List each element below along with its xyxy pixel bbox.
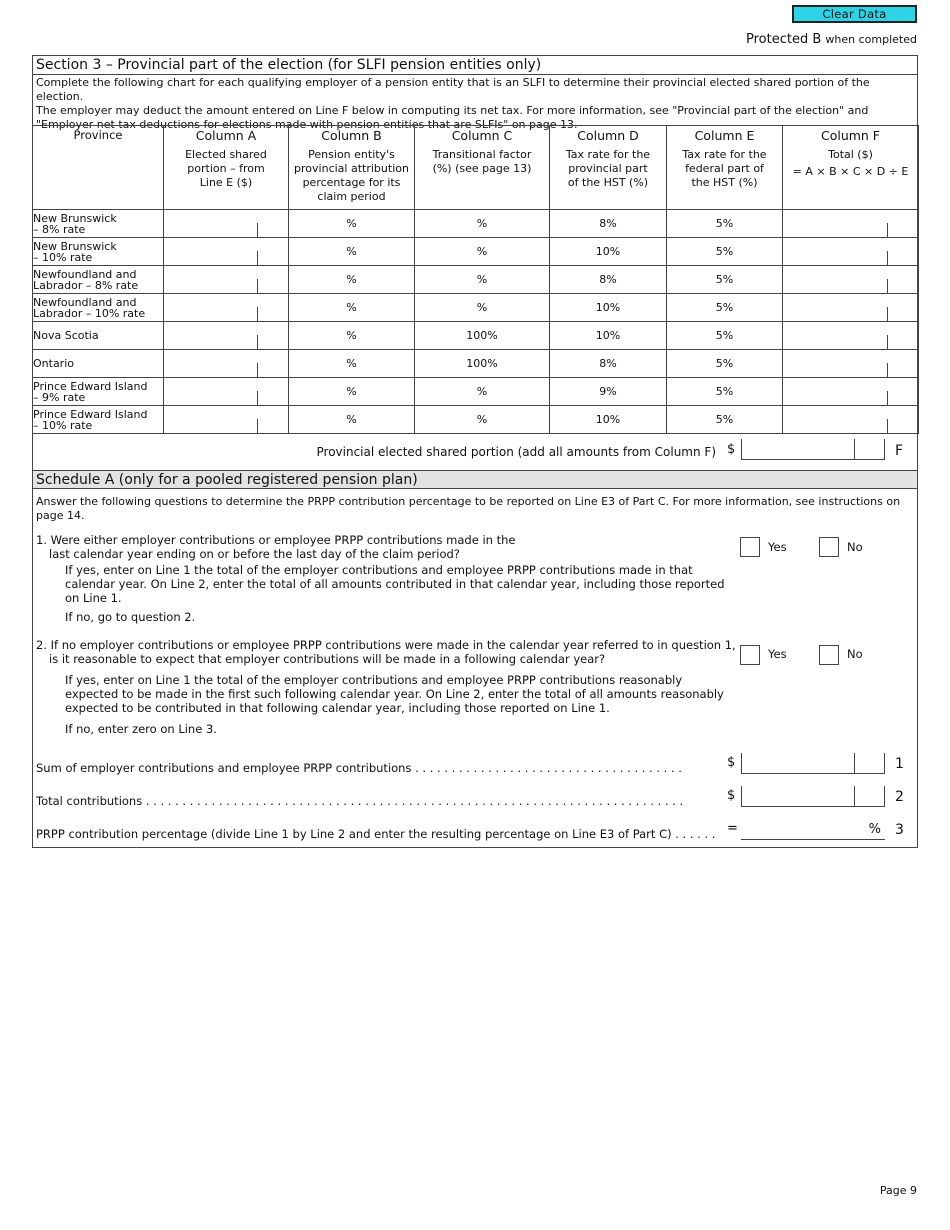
column-e-header: Column E Tax rate for the federal part of the HST (%) — [667, 126, 783, 210]
chart-row — [33, 350, 919, 378]
line-2-input[interactable] — [741, 787, 885, 807]
column-f-input[interactable] — [783, 238, 919, 266]
column-d-header: Column D Tax rate for the provincial part of the HST (%) — [550, 126, 667, 210]
line-1-input[interactable] — [741, 754, 885, 774]
q2-no-label: No — [847, 647, 863, 661]
column-c-value[interactable]: % — [415, 406, 550, 434]
column-b-input[interactable]: % — [289, 350, 415, 378]
column-b-input[interactable]: % — [289, 238, 415, 266]
column-b-input[interactable]: % — [289, 266, 415, 294]
column-c-value[interactable]: 100% — [415, 350, 550, 378]
column-d-value: 8% — [550, 350, 667, 378]
q1-yes-label: Yes — [768, 540, 787, 554]
province-name: Prince Edward Island – 9% rate — [33, 378, 164, 406]
column-c-value[interactable]: % — [415, 210, 550, 238]
chart-row — [33, 294, 919, 322]
chart-row — [33, 210, 919, 238]
column-c-value[interactable]: % — [415, 238, 550, 266]
q1-no-checkbox[interactable] — [819, 537, 839, 557]
column-e-value: 5% — [667, 350, 783, 378]
column-f-input[interactable] — [783, 322, 919, 350]
line-3-label: PRPP contribution percentage (divide Line 1 by Line 2 and enter the resulting percentage on Line E3 of Part C) . . . . . . — [36, 827, 716, 841]
column-e-value: 5% — [667, 238, 783, 266]
question-2-yes-instructions: If yes, enter on Line 1 the total of the employer contributions and employee PRPP contributions reasonably expected to be made in the first such following calendar year. On Line 2, enter the total of all amounts reasonably expected to be contributed in that following calendar year, including those reported on Line 1. — [65, 673, 724, 715]
province-name: Nova Scotia — [33, 322, 164, 350]
chart-row — [33, 266, 919, 294]
q2-yes-label: Yes — [768, 647, 787, 661]
column-f-input[interactable] — [783, 350, 919, 378]
question-2: 2. If no employer contributions or employee PRPP contributions were made in the calendar year referred to in question 1, is it reasonable to expect that employer contributions will be made in a following calendar year? — [36, 638, 736, 666]
question-1-no-instructions: If no, go to question 2. — [65, 610, 196, 624]
line-2-label: Total contributions . . . . . . . . . . . . . . . . . . . . . . . . . . . . . . . . . . . . . . . . . . . . . . . . . . . . . . . . . . . . . . . . . . . . . . . . . . — [36, 794, 684, 808]
column-a-input[interactable] — [164, 322, 289, 350]
line-1-number: 1 — [895, 756, 904, 772]
chart-row — [33, 406, 919, 434]
section-3-intro: Complete the following chart for each qualifying employer of a pension entity that is an SLFI to determine their provincial elected shared portion of the election. The employer may deduct the amount entered on Line F below in computing its net tax. For more information, see "Provincial part of the election" and "Employer net tax deductions for elections made with pension entities that are SLFIs" on page 13. — [36, 76, 870, 131]
column-b-input[interactable]: % — [289, 294, 415, 322]
column-f-input[interactable] — [783, 406, 919, 434]
column-f-header: Column F Total ($) = A × B × C × D ÷ E — [783, 126, 919, 210]
column-a-input[interactable] — [164, 210, 289, 238]
column-d-value: 8% — [550, 210, 667, 238]
page-number: Page 9 — [879, 1184, 917, 1197]
q1-yes-checkbox[interactable] — [740, 537, 760, 557]
column-a-header: Column A Elected shared portion – from Line E ($) — [164, 126, 289, 210]
section-3-title: Section 3 – Provincial part of the election (for SLFI pension entities only) — [33, 56, 917, 75]
column-e-value: 5% — [667, 406, 783, 434]
q2-no-checkbox[interactable] — [819, 645, 839, 665]
column-d-value: 8% — [550, 266, 667, 294]
column-a-input[interactable] — [164, 378, 289, 406]
column-a-input[interactable] — [164, 406, 289, 434]
q1-no-label: No — [847, 540, 863, 554]
column-c-header: Column C Transitional factor (%) (see page 13) — [415, 126, 550, 210]
province-name: New Brunswick – 10% rate — [33, 238, 164, 266]
line-f-label: F — [895, 443, 904, 459]
column-f-input[interactable] — [783, 378, 919, 406]
province-name: Prince Edward Island – 10% rate — [33, 406, 164, 434]
chart-row — [33, 378, 919, 406]
line-3-number: 3 — [895, 822, 904, 838]
provincial-chart — [32, 125, 919, 434]
schedule-a-intro: Answer the following questions to determine the PRPP contribution percentage to be reported on Line E3 of Part C. For more information, see instructions on page 14. — [36, 495, 901, 522]
column-a-input[interactable] — [164, 266, 289, 294]
column-d-value: 9% — [550, 378, 667, 406]
column-b-header: Column B Pension entity's provincial attribution percentage for its claim period — [289, 126, 415, 210]
column-e-value: 5% — [667, 294, 783, 322]
question-1-yes-instructions: If yes, enter on Line 1 the total of the employer contributions and employee PRPP contributions made in that calendar year. On Line 2, enter the total of all amounts contributed in that calendar year, including those reported on Line 1. — [65, 563, 725, 605]
column-b-input[interactable]: % — [289, 406, 415, 434]
column-f-input[interactable] — [783, 294, 919, 322]
column-e-value: 5% — [667, 378, 783, 406]
column-f-input[interactable] — [783, 210, 919, 238]
column-b-input[interactable]: % — [289, 210, 415, 238]
schedule-a-title: Schedule A (only for a pooled registered pension plan) — [33, 470, 917, 489]
column-c-value[interactable]: % — [415, 294, 550, 322]
line-3-input[interactable] — [741, 820, 885, 840]
line-1-symbol: $ — [727, 755, 736, 770]
column-d-value: 10% — [550, 294, 667, 322]
line-3-symbol: = — [727, 821, 738, 836]
column-e-value: 5% — [667, 322, 783, 350]
province-header: Province — [33, 126, 164, 210]
province-name: Newfoundland and Labrador – 8% rate — [33, 266, 164, 294]
line-2-symbol: $ — [727, 788, 736, 803]
column-c-value[interactable]: % — [415, 266, 550, 294]
form-frame — [32, 55, 918, 848]
protected-notice: Protected B when completed — [746, 32, 917, 47]
total-label: Provincial elected shared portion (add all amounts from Column F) — [316, 445, 716, 459]
q2-yes-checkbox[interactable] — [740, 645, 760, 665]
provincial-total-row — [33, 433, 917, 468]
column-a-input[interactable] — [164, 294, 289, 322]
chart-row — [33, 238, 919, 266]
province-name: Newfoundland and Labrador – 10% rate — [33, 294, 164, 322]
column-d-value: 10% — [550, 406, 667, 434]
column-b-input[interactable]: % — [289, 322, 415, 350]
question-2-no-instructions: If no, enter zero on Line 3. — [65, 722, 217, 736]
clear-data-button[interactable]: Clear Data — [792, 5, 917, 23]
province-name: Ontario — [33, 350, 164, 378]
column-d-value: 10% — [550, 322, 667, 350]
line-f-input[interactable] — [741, 440, 885, 460]
column-b-input[interactable]: % — [289, 378, 415, 406]
column-c-value[interactable]: 100% — [415, 322, 550, 350]
dollar-symbol: $ — [727, 442, 736, 457]
line-2-number: 2 — [895, 789, 904, 805]
column-a-input[interactable] — [164, 350, 289, 378]
column-d-value: 10% — [550, 238, 667, 266]
line-1-label: Sum of employer contributions and employee PRPP contributions . . . . . . . . . . . . . . . . . . . . . . . . . . . . . . . . . . . . . — [36, 761, 682, 775]
column-a-input[interactable] — [164, 238, 289, 266]
column-f-input[interactable] — [783, 266, 919, 294]
column-e-value: 5% — [667, 266, 783, 294]
percent-symbol: % — [868, 822, 881, 837]
column-e-value: 5% — [667, 210, 783, 238]
column-c-value[interactable]: % — [415, 378, 550, 406]
chart-row — [33, 322, 919, 350]
question-1: 1. Were either employer contributions or employee PRPP contributions made in the last calendar year ending on or before the last day of the claim period? — [36, 533, 516, 561]
province-name: New Brunswick – 8% rate — [33, 210, 164, 238]
